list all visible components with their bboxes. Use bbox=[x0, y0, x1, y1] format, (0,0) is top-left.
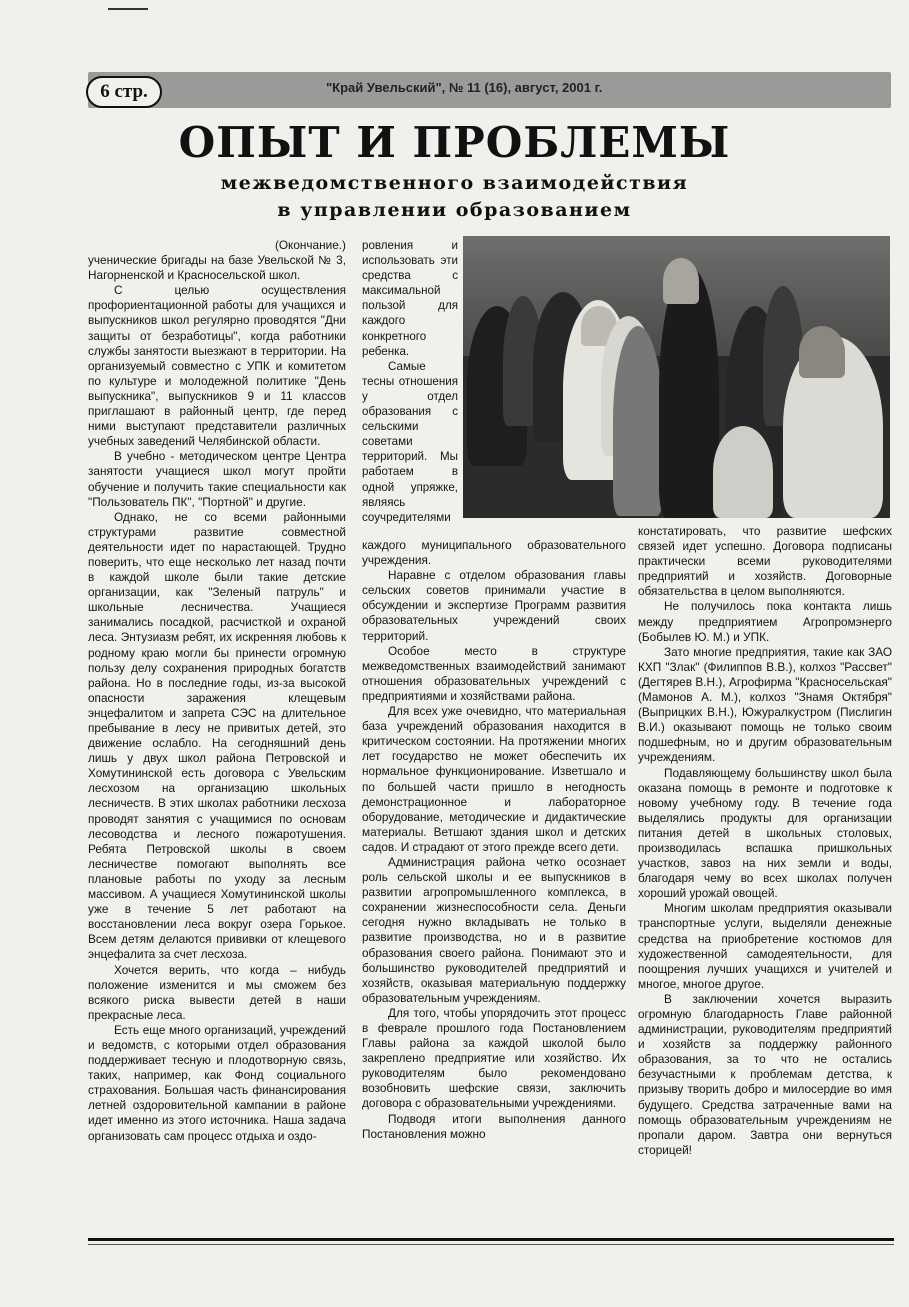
bottom-rule bbox=[88, 1238, 894, 1241]
paragraph: ученические бригады на базе Увельской № 3, Нагорненской и Красносельской школ. bbox=[88, 253, 346, 283]
subtitle-line-1: межведомственного взаимодействия bbox=[220, 172, 689, 194]
paragraph: Для всех уже очевидно, что материальная база учреждений образования находится в критическом состоянии. На протяжении многих лет государство не может обеспечить их нормальное функционирование. Изветшало и по большей части пришло в негодность демонстрационное и лабораторное оборудование, методические и дидактические материалы. Ветшают здания школ и детских садов. И страдают от этого прежде всего дети. bbox=[362, 704, 626, 854]
paragraph: ровления и использовать эти средства с максимальной пользой для каждого конкретного ребенка. bbox=[362, 239, 458, 358]
article-title: ОПЫТ И ПРОБЛЕМЫ bbox=[178, 118, 731, 167]
column-2-narrow bbox=[362, 238, 458, 538]
paragraph: Наравне с отделом образования главы сельских советов принимали участие в обсуждении и экспертизе Программ развития образовательных учреждений своих территорий. bbox=[362, 568, 626, 643]
bottom-rule-thin bbox=[88, 1244, 894, 1245]
paragraph: Однако, не со всеми районными структурами развитие совместной деятельности идет по нарастающей. Трудно поверить, что еще несколько лет назад почти в каждой школе были такие детские организации, как "Зеленый патруль" и школьные лесничества. Учащиеся занимались посадкой, расчисткой и охраной леса. Энтузиазм ребят, их искренняя любовь к родному краю могли бы принести огромную пользу делу сохранения природных богатств района. Но в последние годы, из-за высокой опасности заражения клещевым энцефалитом и запрета СЭС на длительное пребывание в лесу не привитых детей, это движение ослабло. На сегодняшний день лишь у двух школ района Петровской и Хомутининской есть договора с Увельским лесхозом на организацию школьных лесничеств. В этих школах работники лесхоза проводят занятия с учащимися по основам лесоводства и лесного пожаротушения. Ребята Петровской школы в своем лесничестве помогают выполнять все плановые работы по уходу за лесным массивом. А учащиеся Хомутининской школы уже в течение 5 лет работают на восстановлении леса вокруг озера Горькое. Всем детям делаются прививки от клещевого энцефалита за счет лесхоза. bbox=[88, 509, 346, 962]
paragraph: В учебно - методическом центре Центра занятости учащиеся школ могут пройти обучение и получить такие специальности как "Пользователь ПК", "Портной" и другие. bbox=[88, 449, 346, 509]
photo-figure bbox=[663, 258, 699, 304]
paragraph: констатировать, что развитие шефских связей идет успешно. Договора подписаны практически всеми руководителями предприятий и хозяйств. Договорные обязательства в целом выполняются. bbox=[638, 524, 892, 599]
column-2-wide bbox=[362, 538, 626, 1230]
paragraph: Есть еще много организаций, учреждений и ведомств, с которыми отдел образования поддерживает тесную и плодотворную связь, таких, например, как Фонд социального страхования. Большая часть финансирования летней оздоровительной кампании в районе идет именно из этого источника. Наша задача организовать сам процесс отдыха и оздо- bbox=[88, 1022, 346, 1143]
paragraph: Самые тесны отношения у отдел образования с сельскими советами территорий. Мы работаем в одной упряжке, являясь соучредителями bbox=[362, 359, 458, 524]
subtitle-line-2: в управлении образованием bbox=[277, 199, 632, 221]
top-rule bbox=[108, 8, 148, 10]
paragraph: Для того, чтобы упорядочить этот процесс в феврале прошлого года Постановлением Главы района за каждой школой было закреплено предприятие или хозяйство. Их руководителям было рекомендовано возобновить шефские связи, заключить договора с образовательными учреждениями. bbox=[362, 1005, 626, 1111]
paragraph: Хочется верить, что когда – нибудь положение изменится и мы сможем без всякого риска вывести детей в наши прекрасные леса. bbox=[88, 962, 346, 1022]
page-number-badge: 6 стр. bbox=[86, 76, 162, 108]
article-photo bbox=[463, 236, 890, 518]
issue-line: "Край Увельский", № 11 (16), август, 2001 г. bbox=[326, 80, 603, 95]
column-1 bbox=[88, 238, 346, 1226]
paragraph: Зато многие предприятия, такие как ЗАО КХП "Злак" (Филиппов В.В.), колхоз "Рассвет" (Дегтярев В.Н.), Агрофирма "Красносельская" (Мамонов А. М.), колхоз "Знамя Октября" (Выприцких В.Н.), Южуралкустром (Пислигин В.И.) оказывают помощь не только своим подшефным, но и другим образовательным учреждениям. bbox=[638, 644, 892, 765]
paragraph: каждого муниципального образовательного учреждения. bbox=[362, 538, 626, 568]
photo-figure bbox=[713, 426, 773, 518]
paragraph: Особое место в структуре межведомственных взаимодействий занимают отношения образовательных учреждений с предприятиями и хозяйствами района. bbox=[362, 643, 626, 703]
paragraph: С целью осуществления профориентационной работы для учащихся и выпускников школ регулярно проводятся "Дни защиты от безработицы", когда работники службы занятости выезжают в территории. На организуемый совместно с УПК и комитетом по культуре и молодежной политике "День выпускника", выпускников 9 и 11 классов приглашают в районный центр, где перед ними выступают представители различных учебных заведений Челябинской области. bbox=[88, 283, 346, 449]
article-subtitle bbox=[0, 170, 909, 224]
paragraph: Подавляющему большинству школ была оказана помощь в ремонте и подготовке к новому учебному году. В течение года выделялись продукты для организации питания детей в школьных столовых, производилась вспашка пришкольных участков, завоз на них земли и воды, благодаря чему во всех школах получен хороший урожай овощей. bbox=[638, 765, 892, 901]
column-3 bbox=[638, 524, 892, 1204]
paragraph: Подводя итоги выполнения данного Постановления можно bbox=[362, 1111, 626, 1141]
ending-note: (Окончание.) bbox=[274, 238, 346, 252]
photo-figure bbox=[613, 326, 663, 516]
paragraph: Администрация района четко осознает роль сельской школы и ее выпускников в развитии агропромышленного комплекса, в сохранении жизнеспособности села. Деньги сегодня нужно вкладывать не только в развитие производства, но и в развитие образования своего района. Понимают это и большинство руководителей предприятий и хозяйств, оказывая материальную поддержку образовательным учреждениям. bbox=[362, 854, 626, 1005]
photo-figure bbox=[799, 326, 845, 378]
paragraph: Многим школам предприятия оказывали транспортные услуги, выделяли денежные средства на приобретение костюмов для художественной самодеятельности, для поощрения лучших учащихся и учителей и многое, многое другое. bbox=[638, 901, 892, 991]
paragraph: Не получилось пока контакта лишь между предприятием Агропромэнерго (Бобылев Ю. М.) и УПК. bbox=[638, 599, 892, 644]
paragraph: В заключении хочется выразить огромную благодарность Главе районной администрации, руководителям предприятий и хозяйств за поддержку районного образования, за то что не остались безучастными к проблемам детства, к призыву творить добро и милосердие во имя будущего. Средства затраченные вами на помощь образовательным учреждениям не пропали даром. Завтра они вернуться сторицей! bbox=[638, 991, 892, 1157]
